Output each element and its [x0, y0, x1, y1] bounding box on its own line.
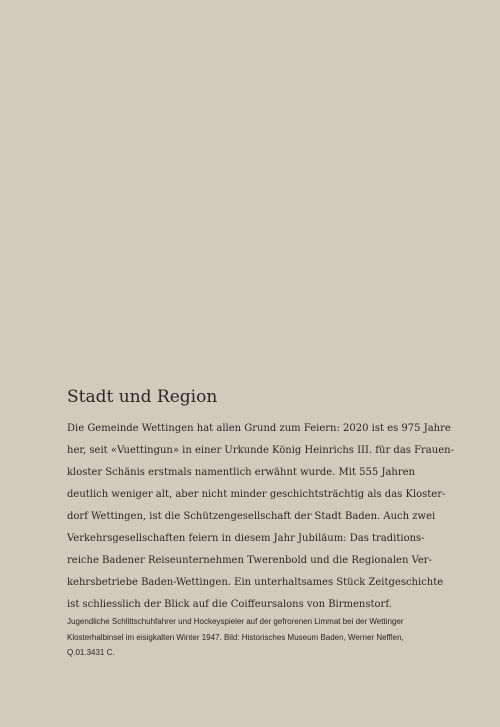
body-line: kloster Schänis erstmals namentlich erwähnt wurde. Mit 555 Jahren [67, 467, 415, 478]
caption-line: Q.01.3431 C. [67, 648, 115, 657]
section-title: Stadt und Region [67, 387, 218, 407]
caption-line: Klosterhalbinsel im eisigkalten Winter 1947. Bild: Historisches Museum Baden, Werner Nefflen, [67, 632, 404, 642]
body-line: dorf Wettingen, ist die Schützengesellschaft der Stadt Baden. Auch zwei [67, 511, 436, 522]
body-line: reiche Badener Reiseunternehmen Twerenbold und die Regionalen Ver- [67, 555, 432, 566]
body-line: kehrsbetriebe Baden-Wettingen. Ein unterhaltsames Stück Zeitgeschichte [67, 577, 444, 588]
body-line: Die Gemeinde Wettingen hat allen Grund zum Feiern: 2020 ist es 975 Jahre [67, 423, 451, 434]
body-paragraph [67, 418, 454, 616]
body-line: her, seit «Vuettingun» in einer Urkunde König Heinrichs III. für das Frauen- [67, 445, 454, 456]
caption-line: Jugendliche Schlittschuhfahrer und Hockeyspieler auf der gefrorenen Limmat bei der Wettinger [67, 617, 404, 626]
image-caption [67, 614, 447, 661]
body-line: ist schliesslich der Blick auf die Coiffeursalons von Birmenstorf. [67, 599, 392, 610]
body-line: deutlich weniger alt, aber nicht minder geschichtsträchtig als das Kloster- [67, 489, 446, 500]
body-line: Verkehrsgesellschaften feiern in diesem Jahr Jubiläum: Das traditions- [67, 533, 425, 544]
